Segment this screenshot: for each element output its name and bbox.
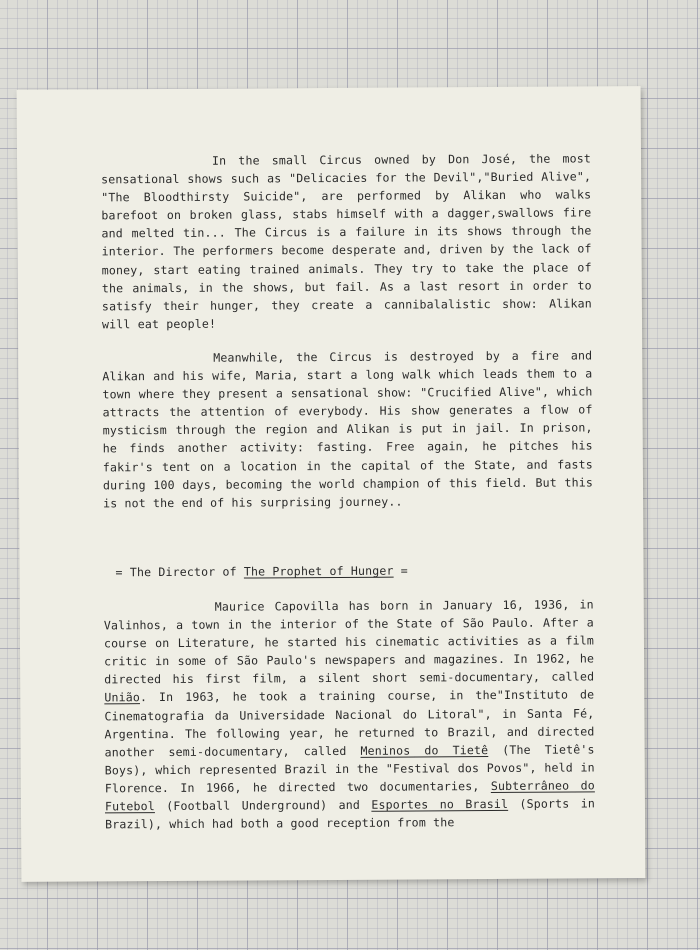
heading-prefix: = The Director of <box>115 564 244 580</box>
paragraph-text: In the small Circus owned by Don José, the most sensational shows such as "Delicacies for the Devil","Buried Alive", "The Bloodthirsty Suicide", are performed by Alikan who walks barefoot on broken glass, stabs himself with a dagger,swallows fire and melted tin... The Circus is a failure in its shows through the interior. The performers become desperate and, driven by the lack of money, start eating trained animals. They try to take the place of the animals, in the shows, but fail. As a last resort in order to satisfy their hunger, they create a cannibalalistic show: Alikan will eat people! <box>101 151 592 332</box>
bio-text: Maurice Capovilla has born in January 16, 1936, in Valinhos, a town in the interior of the State of São Paulo. After a course on Literature, he started his cinematic activities as a film critic in some of São Paulo's newspapers and magazines. In 1962, he directed his first film, a silent short semi-documentary, called <box>103 597 595 687</box>
director-biography-paragraph <box>104 595 595 833</box>
bio-text: (The Tietê's Boys), which represented Brazil in the "Festival dos Povos", held in Florence. In 1966, he directed two documentaries, <box>104 742 595 796</box>
section-heading <box>115 560 605 581</box>
film-title: União <box>104 690 141 705</box>
heading-suffix: = <box>393 563 408 578</box>
bio-text: (Sports in Brazil), which had both a good reception from the <box>105 796 596 832</box>
film-title: Meninos do Tietê <box>360 742 489 758</box>
film-title: Esportes no Brasil <box>371 796 509 812</box>
typed-page <box>17 86 646 882</box>
synopsis-paragraph-2 <box>102 346 593 512</box>
film-title: The Prophet of Hunger <box>243 563 394 579</box>
paragraph-text: Meanwhile, the Circus is destroyed by a fire and Alikan and his wife, Maria, start a long walk which leads them to a town where they present a sensational show: "Crucified Alive", which attracts the attention of everybody. His show generates a flow of mysticism through the region and Alikan is put in jail. In prison, he finds another activity: fasting. Free again, he pitches his fakir's tent on a location in the capital of the State, and fasts during 100 days, becoming the world champion of this field. But this is not the end of his surprising journey.. <box>102 348 594 511</box>
film-title: Subterrâneo do Futebol <box>104 778 595 814</box>
bio-text: . In 1963, he took a training course, in the"Instituto de Cinematografia da Universidade Nacional do Litoral", in Santa Fé, Argentina. The following year, he returned to Brazil, and directed another semi-documentary, called <box>104 687 595 760</box>
paragraph-text <box>104 595 595 833</box>
synopsis-paragraph-1 <box>101 149 592 333</box>
bio-text: (Football Underground) and <box>154 797 372 814</box>
